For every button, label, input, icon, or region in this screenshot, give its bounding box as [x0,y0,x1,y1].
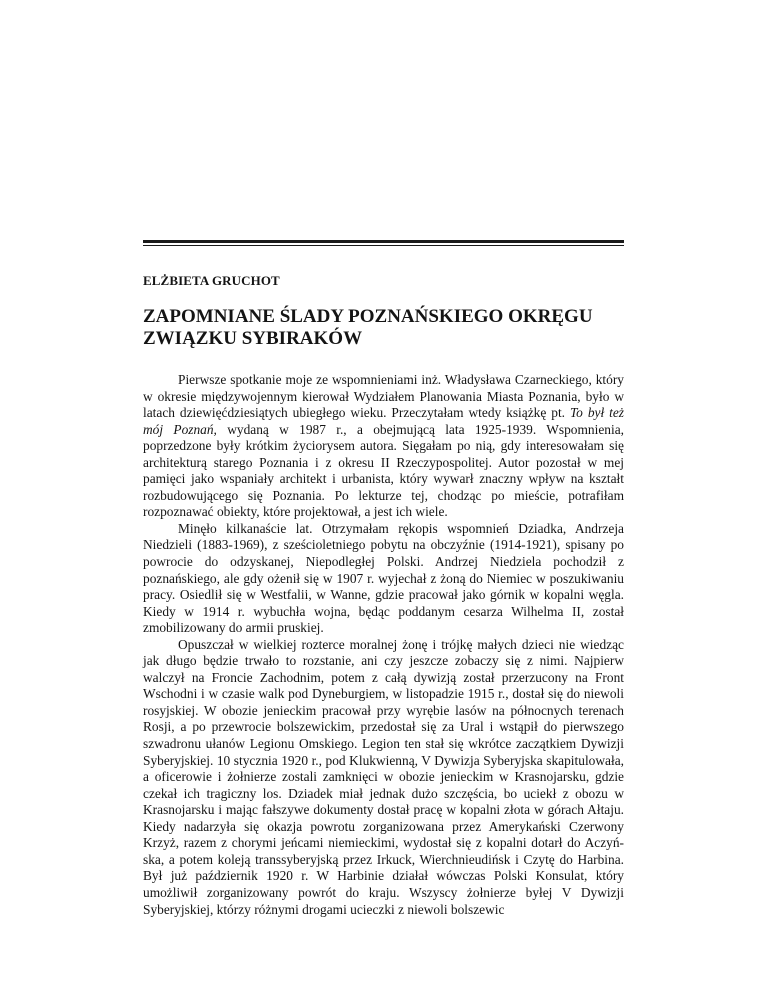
article-page [143,240,624,918]
paragraph-2: Minęło kilkanaście lat. Otrzymałam rękopis wspomnień Dziadka, Andrzeja Niedzieli (1883-1969), z sześcioletniego pobytu na obczyźnie (1914-1921), spisany po powrocie do odzyskanej, Niepodległej Polski. Andrzej Niedziela pochodził z poznańskiego, ale gdy ożenił się w 1907 r. wyjechał z żoną do Niemiec w poszukiwaniu pracy. Osiedlił się w Westfalii, w Wanne, gdzie pracował jako górnik w kopalni węgla. Kiedy w 1914 r. wybuchła wojna, będąc poddanym cesarza Wilhelma II, został zmobilizowany do armii pruskiej. [143,520,624,636]
header-rule-thin [143,245,624,246]
title-line-1: ZAPOMNIANE ŚLADY POZNAŃSKIEGO OKRĘGU [143,306,593,327]
article-title [143,306,624,350]
paragraph-1 [143,372,624,521]
book-title-italic: To był też mój Poznań, [143,405,625,437]
title-line-2: ZWIĄZKU SYBIRAKÓW [143,328,363,349]
author-name: ELŻBIETA GRUCHOT [143,273,280,288]
header-rule-thick [143,240,624,243]
paragraph-3: Opuszczał w wielkiej rozterce moralnej żonę i trójkę małych dzieci nie wiedząc jak długo będzie trwało to rozstanie, ani czy jeszcze zobaczy się z nimi. Najpierw walczył na Froncie Zachodnim, potem z całą dywizją został przerzucony na Front Wschodni i w czasie walk pod Dyneburgiem, w listopadzie 1915 r., dostał się do niewoli rosyjskiej. W obozie jenieckim pracował przy wyrębie lasów na północnych terenach Rosji, a po przewrocie bolszewickim, przedostał się za Ural i wstąpił do pierwszego szwadronu ułanów Legionu Omskiego. Legion ten stał się wkrótce zaczątkiem Dywizji Syberyjskiej. 10 stycznia 1920 r., pod Klukwienną, V Dywizja Syberyjska skapitulowała, a oficerowie i żołnierze zostali zamknięci w obozie jenieckim w Krasnojarsku, gdzie czekał ich tragiczny los. Dziadek miał jednak dużo szczęścia, bo uciekł z obozu w Krasnojarsku i mając fałszywe dokumenty dostał pracę w kopalni złota w górach Ałtaju. Kiedy nadarzyła się okazja powrotu zorganizowana przez Amerykański Czerwony Krzyż, razem z chorymi jeńcami niemieckimi, wydostał się z kopalni dotarł do Aczyńska, a potem koleją transsyberyjską przez Irkuck, Wierchnieudińsk i Czytę do Harbina. Był już październik 1920 r. W Harbinie działał wówczas Polski Konsulat, który umożliwił zorganizowany powrót do kraju. Wszyscy żołnierze byłej V Dywizji Syberyjskiej, którzy różnymi drogami ucieczki z niewoli bolszewic [143,636,624,917]
paragraph-1-text-b: wydaną w 1987 r., a obejmującą lata 1925-1939. Wspomnienia, poprzedzone były krótkim życiorysem autora. Sięgałam po nią, gdy interesowałam się architekturą starego Poznania i z okresu II Rzeczypospolitej. Autor pozostał w mej pamięci jako wspaniały architekt i urbanista, który wywarł znaczny wpływ na kształt rozbudowującego się Poznania. Po lekturze tej, chodząc po mieście, potrafiłam rozpoznawać obiekty, które projektował, a jest ich wiele. [143,421,624,520]
article-body [143,372,624,918]
paragraph-1-text-a: Pierwsze spotkanie moje ze wspomnieniami inż. Władysława Czarneckiego, który w okresie międzywojennym kierował Wydziałem Planowania Miasta Poznania, było w latach dziewięćdziesiątych ubiegłego wieku. Przeczytałam wtedy książkę pt. [143,372,624,421]
